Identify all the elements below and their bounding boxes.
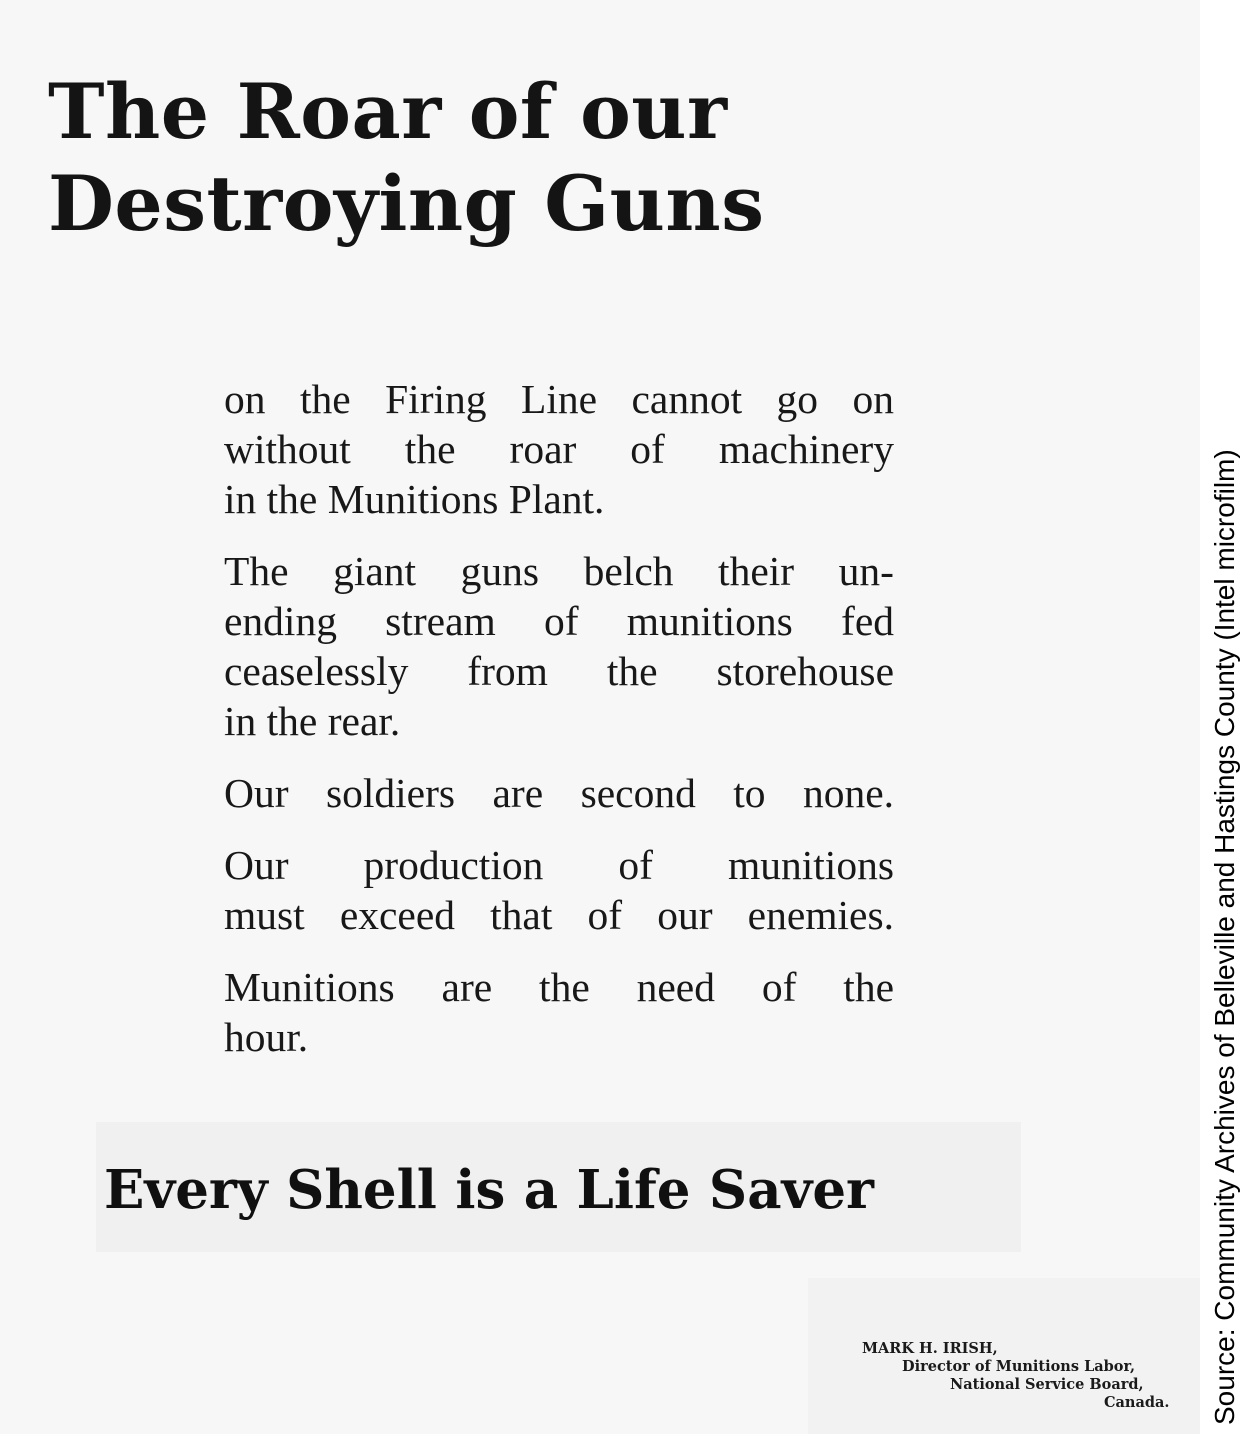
source-credit: Source: Community Archives of Belleville and Hastings County (Intel microfilm) xyxy=(1209,449,1240,1425)
text-line: ending stream of munitions fed xyxy=(224,598,894,644)
text-line: ceaselessly from the storehouse xyxy=(224,648,894,694)
paragraph-2 xyxy=(224,546,894,746)
paragraph-1 xyxy=(224,374,894,524)
text-line: must exceed that of our enemies. xyxy=(224,892,894,938)
text-line: in the Munitions Plant. xyxy=(224,476,605,522)
paragraph-4 xyxy=(224,840,894,940)
signature-title: Director of Munitions Labor, xyxy=(902,1358,1136,1375)
signature-board: National Service Board, xyxy=(950,1376,1144,1393)
signature-name: MARK H. IRISH, xyxy=(862,1340,998,1357)
signature-block xyxy=(862,1340,1188,1412)
headline xyxy=(48,66,768,250)
headline-line-2: Destroying Guns xyxy=(48,159,765,248)
slogan: Every Shell is a Life Saver xyxy=(104,1159,874,1221)
text-line: in the rear. xyxy=(224,698,401,744)
headline-line-1: The Roar of our xyxy=(48,67,728,156)
text-line: The giant guns belch their un- xyxy=(224,548,894,594)
signature-country: Canada. xyxy=(1104,1394,1170,1411)
text-line: Munitions are the need of the xyxy=(224,964,894,1010)
paragraph-5 xyxy=(224,962,894,1062)
text-line: on the Firing Line cannot go on xyxy=(224,376,894,422)
text-line: Our soldiers are second to none. xyxy=(224,770,894,816)
body-text xyxy=(224,374,894,1084)
text-line: hour. xyxy=(224,1014,309,1060)
text-line: without the roar of machinery xyxy=(224,426,894,472)
paragraph-3 xyxy=(224,768,894,818)
text-line: Our production of munitions xyxy=(224,842,894,888)
